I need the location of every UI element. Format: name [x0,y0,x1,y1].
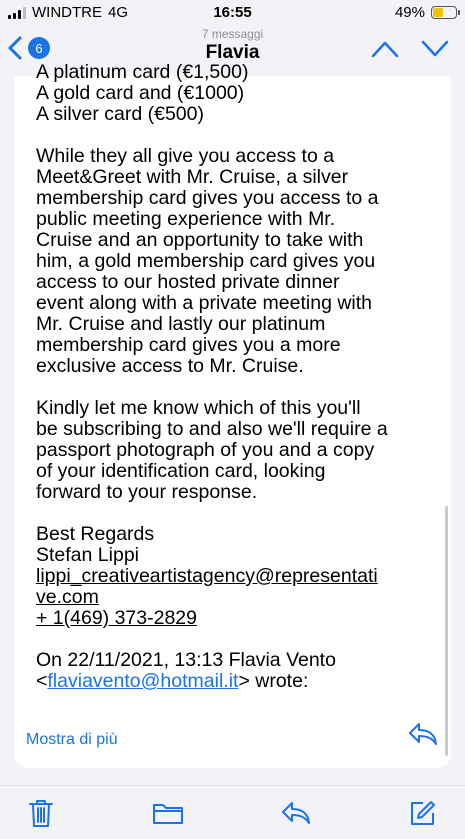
paragraph-membership: While they all give you access to a Meet&Greet with Mr. Cruise, a silver membership card gives you access to a public meeting experience with Mr. Cruise and an opportunity to take with him, a gold membership card gives you access to our hosted private dinner event along with a private meeting with Mr. Cruise and lastly our platinum membership card gives you a more exclusive access to Mr. Cruise. [36,145,379,377]
down-arrow-icon[interactable] [421,40,449,63]
unread-badge: 6 [28,37,50,59]
sender-email-link[interactable]: lippi_creativeartistagency@representati ve.com [36,565,378,608]
quote-email-line [36,671,436,692]
quote-prefix: < [36,670,48,692]
bottom-toolbar [0,785,465,839]
signoff: Best Regards [36,523,155,545]
status-bar [0,0,465,26]
up-arrow-icon[interactable] [371,40,399,63]
network-label: 4G [108,4,129,21]
quote-suffix: > wrote: [238,670,309,692]
clock: 16:55 [213,4,252,21]
card-item-gold: A gold card and (€1000) [36,82,245,104]
reply-icon[interactable] [407,721,439,752]
battery-icon [431,6,457,19]
quote-email-link[interactable]: flaviavento@hotmail.it [47,670,239,692]
status-right [395,4,457,21]
show-more-link[interactable]: Mostra di più [26,731,118,748]
sender-phone-link[interactable]: + 1(469) 373-2829 [36,607,197,629]
message-card [14,61,451,768]
card-item-silver: A silver card (€500) [36,103,204,125]
card-item-platinum: A platinum card (€1,500) [36,61,249,83]
scroll-indicator[interactable] [445,506,448,756]
reply-icon[interactable] [280,800,312,831]
message-count: 7 messaggi [201,27,264,41]
page-title: Flavia [205,42,260,63]
battery-percent: 49% [394,4,425,21]
message-navigation [371,40,449,63]
trash-icon[interactable] [27,798,55,833]
sender-name: Stefan Lippi [36,544,139,566]
paragraph-request: Kindly let me know which of this you'll be subscribing to and also we'll require a passport photograph of you and a copy of your identification card, looking forward to your response. [36,397,388,503]
card-list [36,62,436,125]
quote-header: On 22/11/2021, 13:13 Flavia Vento [36,649,336,671]
folder-icon[interactable] [152,801,184,830]
compose-icon[interactable] [409,799,437,832]
carrier-label: WINDTRE [32,4,102,21]
message-body [36,62,436,692]
